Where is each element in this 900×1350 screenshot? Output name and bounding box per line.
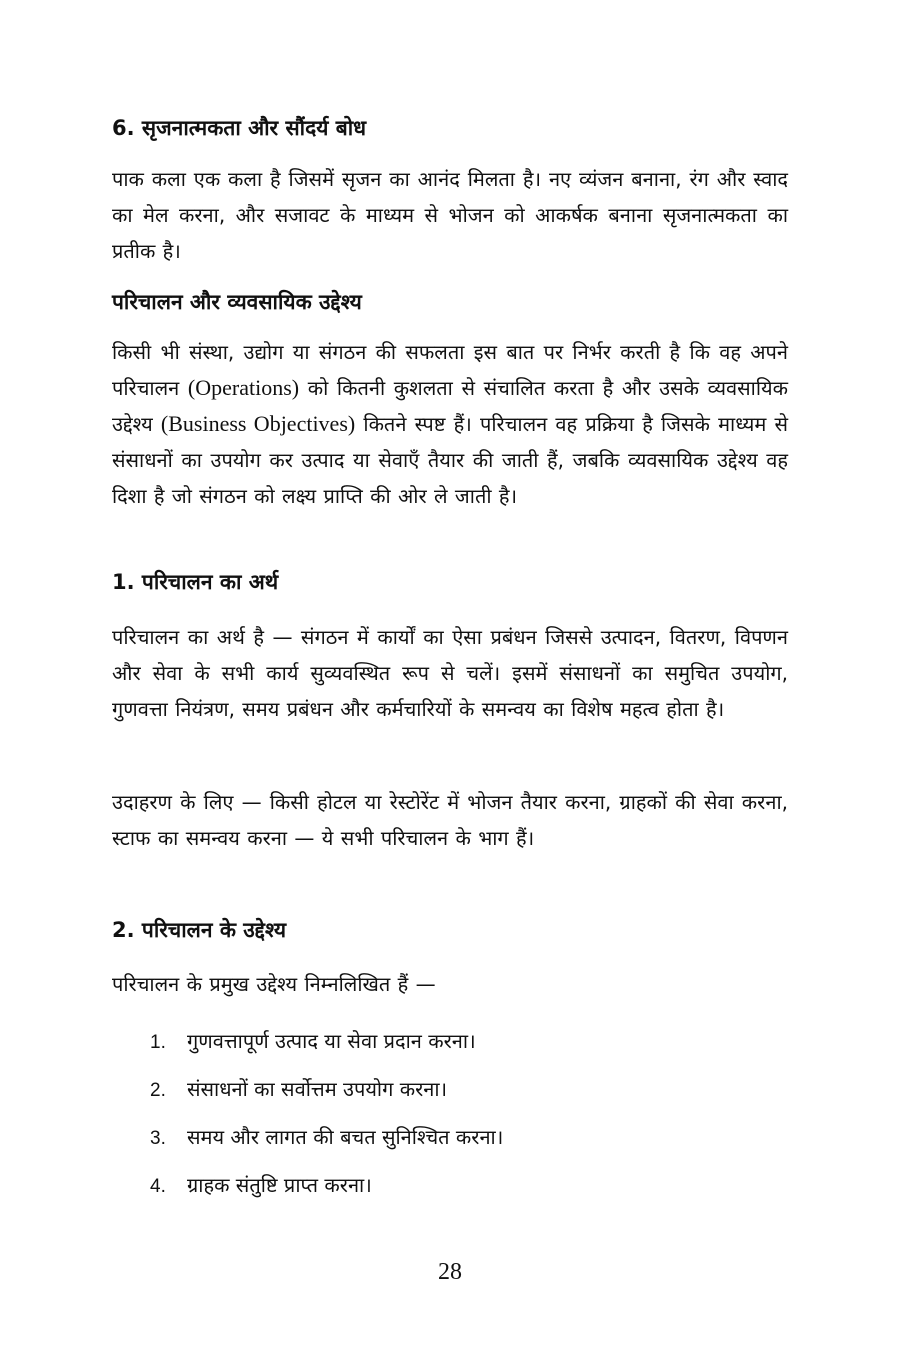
objectives-intro: परिचालन के प्रमुख उद्देश्य निम्नलिखित हैं — <box>112 972 436 996</box>
section-heading-meaning: 1. परिचालन का अर्थ <box>112 570 279 594</box>
list-item-number: 3. <box>150 1128 166 1149</box>
paragraph-operations-objectives <box>112 334 788 514</box>
section-heading-creativity: 6. सृजनात्मकता और सौंदर्य बोध <box>112 116 367 140</box>
paragraph-creativity: पाक कला एक कला है जिसमें सृजन का आनंद मिलता है। नए व्यंजन बनाना, रंग और स्वाद का मेल करना, और सजावट के माध्यम से भोजन को आकर्षक बनाना सृजनात्मकता का प्रतीक है। <box>112 167 788 263</box>
english-term-operations: (Operations) <box>187 375 300 400</box>
objectives-list <box>150 1027 750 1219</box>
list-item-number: 4. <box>150 1176 166 1197</box>
list-item-number: 1. <box>150 1032 166 1053</box>
list-item-text: संसाधनों का सर्वोत्तम उपयोग करना। <box>187 1077 448 1101</box>
page-number: 28 <box>438 1259 462 1285</box>
list-item <box>150 1027 750 1075</box>
list-item-text: ग्राहक संतुष्टि प्राप्त करना। <box>187 1173 372 1197</box>
list-item-text: गुणवत्तापूर्ण उत्पाद या सेवा प्रदान करना। <box>187 1029 476 1053</box>
section-heading-objectives: 2. परिचालन के उद्देश्य <box>112 918 287 942</box>
english-term-business-objectives: (Business Objectives) <box>160 411 356 436</box>
list-item-number: 2. <box>150 1080 166 1101</box>
paragraph-text: कितने स्पष्ट हैं। परिचालन वह प्रक्रिया है जिसके माध्यम से संसाधनों का उपयोग कर उत्पाद या सेवाएँ तैयार की जाती हैं, जबकि व्यवसायिक उद्देश्य वह दिशा है जो संगठन को लक्ष्य प्राप्ति की ओर ले जाती है। <box>112 412 788 508</box>
list-item <box>150 1123 750 1171</box>
list-item <box>150 1171 750 1219</box>
paragraph-example: उदाहरण के लिए — किसी होटल या रेस्टोरेंट में भोजन तैयार करना, ग्राहकों की सेवा करना, स्टाफ का समन्वय करना — ये सभी परिचालन के भाग हैं। <box>112 790 788 850</box>
paragraph-text: को कितनी कुशलता से संचालित करता है और उसके व्यवसायिक उद्देश्य <box>112 376 788 436</box>
paragraph-meaning: परिचालन का अर्थ है — संगठन में कार्यों का ऐसा प्रबंधन जिससे उत्पादन, वितरण, विपणन और सेवा के सभी कार्य सुव्यवस्थित रूप से चलें। इसमें संसाधनों का समुचित उपयोग, गुणवत्ता नियंत्रण, समय प्रबंधन और कर्मचारियों के समन्वय का विशेष महत्व होता है। <box>112 625 788 721</box>
section-heading-operations-objectives: परिचालन और व्यवसायिक उद्देश्य <box>112 290 362 314</box>
list-item-text: समय और लागत की बचत सुनिश्चित करना। <box>187 1125 504 1149</box>
list-item <box>150 1075 750 1123</box>
paragraph-text: किसी भी संस्था, उद्योग या संगठन की सफलता इस बात पर निर्भर करती है कि वह अपने परिचालन <box>112 340 788 400</box>
